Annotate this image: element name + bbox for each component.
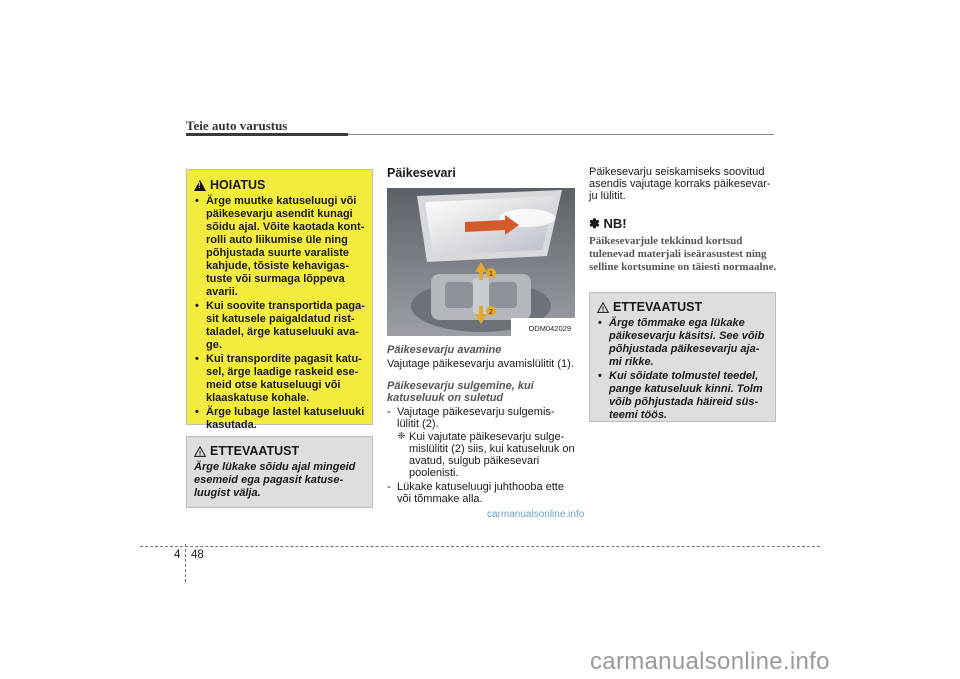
note-text: Kui vajutate päikesevarju sulge-mislülitit (2) siis, kui katuseluuk on avatud, sulgub päikesevari poolenisti.: [409, 431, 575, 479]
caution-triangle-icon: [597, 302, 609, 313]
page-number: 48: [191, 549, 204, 561]
caution-item: • Kui sõidate tolmustel teedel, pange katuseluuk kinni. Tolm võib põhjustada häireid süs-teemi töös.: [597, 370, 768, 422]
section-title: Päikesevari: [387, 166, 456, 180]
svg-text:!: !: [601, 305, 605, 313]
watermark-text: carmanualsonline.info: [487, 509, 585, 520]
svg-text:1: 1: [489, 271, 493, 278]
caution-box-left: [186, 436, 373, 508]
caution-item: • Ärge tõmmake ega lükake päikesevarju käsitsi. See võib põhjustada päikesevarju aja-mi rikke.: [597, 317, 768, 369]
sunshade-illustration: [387, 188, 575, 336]
caution-box-right: [589, 292, 776, 422]
footer-rule: [140, 546, 820, 547]
header-rule-light: [348, 134, 774, 135]
warning-item: • Ärge lubage lastel katuseluuki kasutada.: [194, 406, 365, 432]
note-mark: ❈: [397, 431, 406, 442]
caution-title-right: ETTEVAATUST: [613, 300, 703, 314]
warning-item: • Kui transpordite pagasit katu-sel, ärge laadige raskeid ese-meid otse katuseluugi või klaaskatuse kohale.: [194, 353, 365, 405]
caution-triangle-icon: [194, 446, 206, 457]
subheading-close: Päikesevarju sulgemine, kui katuseluuk on suletud: [387, 380, 534, 404]
warning-title: HOIATUS: [210, 178, 266, 192]
note-close: [387, 431, 575, 479]
caution-list-right: [597, 317, 768, 422]
svg-text:2: 2: [489, 309, 493, 316]
paragraph-open: Vajutage päikesevarju avamislülitit (1).: [387, 358, 574, 370]
step-close: - Vajutage päikesevarju sulgemis-lülitit (2).: [387, 406, 575, 430]
nb-mark: ✽: [589, 216, 600, 231]
nb-text: Päikesevarjule tekkinud kortsud tulenevad materjali iseärasustest ning selline kortsumine on täiesti normaalne.: [589, 235, 777, 273]
step-lever: - Lükake katuseluugi juhthooba ette või tõmmake alla.: [387, 481, 575, 505]
right-column: [589, 166, 777, 274]
subheading-open: Päikesevarju avamine: [387, 344, 502, 356]
warning-item: • Kui soovite transportida paga-sit katusele paigaldatud rist-taladel, ärge katuseluuki ava-ge.: [194, 300, 365, 352]
page-header-title: Teie auto varustus: [186, 118, 288, 133]
warning-triangle-icon: [194, 180, 206, 191]
warning-box: [186, 169, 373, 431]
warning-item: • Ärge muutke katuseluugi või päikesevarju asendit kunagi sõidu ajal. Võite kaotada kont-rolli auto liikumise üle ning põhjustada suurte varaliste kahjude, tõsiste kehavigas-tuste või surmaga lõppeva avarii.: [194, 195, 365, 299]
caution-title-row-right: [597, 300, 768, 314]
footer-divider: [185, 544, 186, 582]
svg-text:!: !: [198, 449, 202, 457]
caution-title-row: [194, 444, 365, 458]
figure-code: ODM042029: [528, 324, 571, 333]
caution-text: Ärge lükake sõidu ajal mingeid esemeid ega pagasit katuse-luugist välja.: [194, 461, 356, 499]
site-watermark: carmanualsonline.info: [590, 648, 830, 675]
sunshade-section: [387, 166, 575, 505]
chapter-number: 4: [174, 549, 181, 561]
warning-list: [194, 195, 365, 432]
nb-title-row: [589, 216, 777, 232]
caution-title: ETTEVAATUST: [210, 444, 300, 458]
stop-instruction: Päikesevarju seiskamiseks soovitud asendis vajutage korraks päikesevar-ju lülitit.: [589, 166, 771, 202]
sunshade-drawing: [387, 188, 575, 336]
warning-title-row: [194, 178, 365, 192]
nb-title: NB!: [603, 216, 627, 231]
header-rule-dark: [186, 133, 348, 136]
